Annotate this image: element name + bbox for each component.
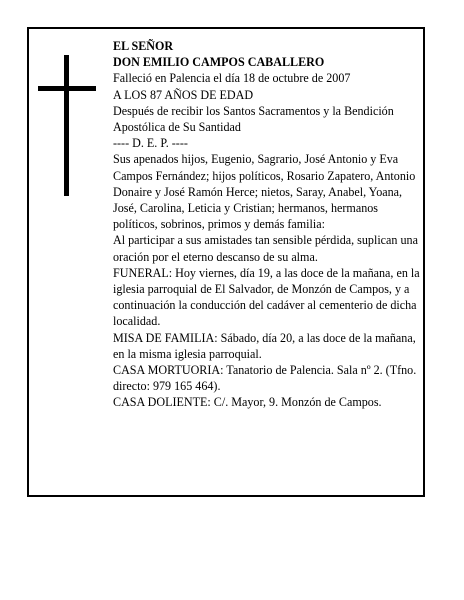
sacraments-paragraph: Después de recibir los Santos Sacramentos y la Bendición Apostólica de Su Santidad bbox=[113, 103, 394, 135]
notice-title: EL SEÑOR bbox=[113, 39, 174, 53]
mourning-home-paragraph: CASA DOLIENTE: C/. Mayor, 9. Monzón de Campos. bbox=[113, 395, 382, 410]
obituary-text bbox=[113, 38, 425, 411]
age-line: A LOS 87 AÑOS DE EDAD bbox=[113, 87, 254, 102]
deceased-name: DON EMILIO CAMPOS CABALLERO bbox=[113, 55, 325, 70]
request-paragraph: Al participar a sus amistades tan sensible pérdida, suplican una oración por el eterno descanso de su alma. bbox=[113, 233, 418, 264]
family-paragraph: Sus apenados hijos, Eugenio, Sagrario, José Antonio y Eva Campos Fernández; hijos políticos, Rosario Zapatero, Antonio Donaire y José Ramón Herce; nietos, Saray, Anabel, Yoana, José, Carolina, Leticia y Cristian; hermanos, hermanos políticos, sobrinos, primos y demás familia: bbox=[113, 152, 416, 232]
death-date-line: Falleció en Palencia el día 18 de octubre de 2007 bbox=[113, 71, 351, 86]
funeral-paragraph: FUNERAL: Hoy viernes, día 19, a las doce de la mañana, en la iglesia parroquial de El Salvador, de Monzón de Campos, y a continuación la conducción del cadáver al cementerio de dicha localidad. bbox=[113, 265, 420, 329]
mortuary-paragraph: CASA MORTUORIA: Tanatorio de Palencia. Sala nº 2. (Tfno. directo: 979 165 464). bbox=[113, 363, 417, 394]
family-mass-paragraph: MISA DE FAMILIA: Sábado, día 20, a las doce de la mañana, en la misma iglesia parroquial. bbox=[113, 330, 416, 361]
rip-line: ---- D. E. P. ---- bbox=[113, 136, 188, 151]
cross-horizontal-bar bbox=[38, 86, 96, 91]
cross-vertical-bar bbox=[64, 55, 69, 196]
